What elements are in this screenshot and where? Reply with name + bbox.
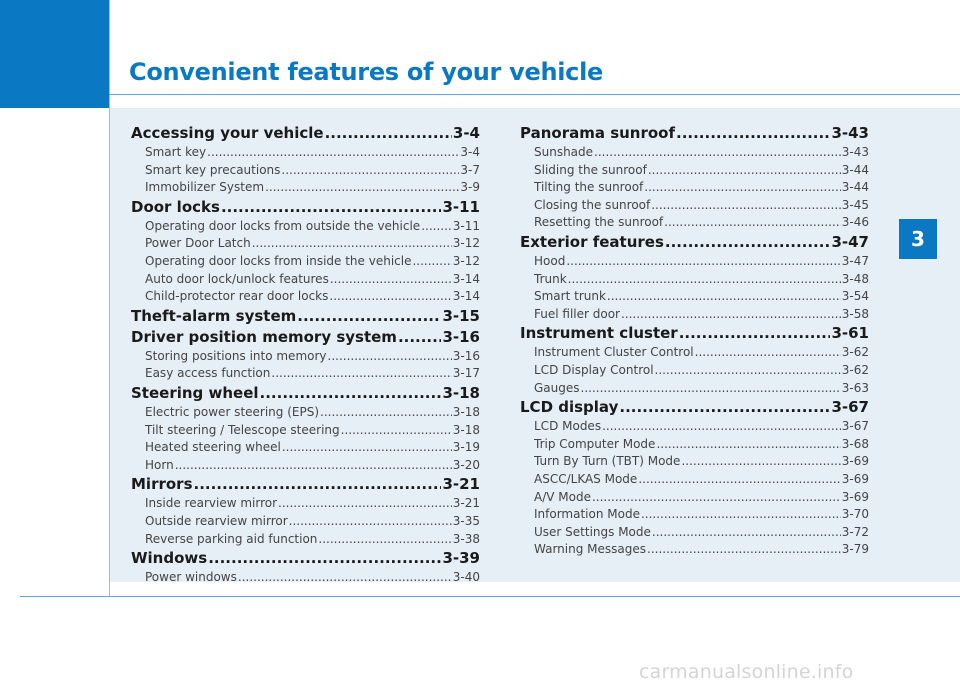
dot-leader (644, 180, 841, 194)
toc-entry-label: Operating door locks from inside the vehicle (145, 253, 412, 268)
dot-leader (278, 496, 452, 510)
toc-entry-page-number: 3-62 (841, 345, 869, 360)
toc-section[interactable] (131, 549, 480, 570)
toc-section-label: Theft-alarm system (131, 306, 297, 325)
dot-leader (607, 289, 841, 303)
toc-entry-page-number: 3-16 (452, 348, 480, 363)
toc-section-page-number: 3-15 (442, 306, 480, 325)
toc-entry[interactable] (131, 180, 480, 198)
toc-entry-page-number: 3-14 (452, 289, 480, 304)
toc-entry-page-number: 3-46 (841, 215, 869, 230)
toc-entry-label: Information Mode (534, 507, 640, 522)
toc-section[interactable] (131, 307, 480, 328)
toc-entry-page-number: 3-79 (841, 542, 869, 557)
toc-section[interactable] (520, 124, 869, 145)
toc-entry-page-number: 3-48 (841, 271, 869, 286)
toc-section-label: Steering wheel (131, 383, 259, 402)
toc-entry-page-number: 3-12 (452, 253, 480, 268)
toc-entry-page-number: 3-43 (841, 145, 869, 159)
toc-entry[interactable] (131, 219, 480, 237)
toc-entry-label: Hood (534, 253, 566, 268)
toc-entry-label: Operating door locks from outside the vehicle (145, 218, 421, 233)
dot-leader (652, 525, 841, 539)
toc-entry-page-number: 3-9 (460, 180, 480, 195)
toc-column-left (131, 124, 480, 588)
dot-leader (325, 124, 452, 142)
dot-leader (175, 458, 452, 472)
toc-entry[interactable] (520, 254, 869, 272)
toc-entry-label: Resetting the sunroof (534, 215, 664, 230)
toc-entry[interactable] (520, 180, 869, 198)
toc-entry-page-number: 3-17 (452, 366, 480, 381)
toc-entry[interactable] (520, 525, 869, 543)
toc-entry-page-number: 3-21 (452, 496, 480, 511)
dot-leader (281, 163, 459, 177)
toc-entry[interactable] (520, 215, 869, 233)
toc-entry[interactable] (520, 163, 869, 181)
toc-entry-label: Closing the sunroof (534, 197, 651, 212)
toc-entry[interactable] (520, 437, 869, 455)
toc-entry-label: LCD Display Control (534, 362, 654, 377)
toc-entry[interactable] (520, 507, 869, 525)
toc-section-page-number: 3-39 (442, 549, 480, 568)
toc-entry[interactable] (131, 496, 480, 514)
dot-leader (289, 514, 452, 528)
toc-entry[interactable] (520, 454, 869, 472)
dot-leader (328, 349, 452, 363)
toc-entry[interactable] (131, 514, 480, 532)
toc-entry-page-number: 3-18 (452, 404, 480, 419)
dot-leader (238, 570, 452, 584)
toc-entry-label: Sunshade (534, 145, 594, 159)
toc-entry-label: Reverse parking aid function (145, 531, 318, 546)
dot-leader (318, 532, 451, 546)
toc-entry-label: Immobilizer System (145, 180, 265, 195)
dot-leader (221, 198, 442, 216)
toc-entry-page-number: 3-69 (841, 454, 869, 469)
dot-leader (638, 472, 840, 486)
dot-leader (581, 381, 841, 395)
toc-entry-label: Power windows (145, 570, 237, 585)
toc-entry-label: Child-protector rear door locks (145, 289, 329, 304)
toc-entry[interactable] (520, 490, 869, 508)
dot-leader (265, 180, 459, 194)
toc-section[interactable] (131, 384, 480, 405)
toc-entry-page-number: 3-63 (841, 380, 869, 395)
toc-entry[interactable] (520, 289, 869, 307)
toc-entry-label: User Settings Mode (534, 524, 651, 539)
dot-leader (421, 219, 452, 233)
toc-entry[interactable] (131, 145, 480, 163)
dot-leader (602, 419, 841, 433)
toc-section-label: Mirrors (131, 475, 193, 494)
toc-section-label: Accessing your vehicle (131, 124, 324, 142)
dot-leader (651, 198, 841, 212)
chapter-tab[interactable]: 3 (899, 219, 937, 259)
toc-entry-page-number: 3-72 (841, 524, 869, 539)
toc-section-label: Instrument cluster (520, 324, 678, 343)
toc-entry-label: Electric power steering (EPS) (145, 404, 320, 419)
toc-entry-label: Storing positions into memory (145, 348, 327, 363)
dot-leader (695, 345, 841, 359)
toc-entry[interactable] (131, 163, 480, 181)
dot-leader (664, 215, 841, 229)
dot-leader (594, 145, 841, 159)
toc-entry-label: Smart trunk (534, 289, 606, 304)
toc-entry-label: LCD Modes (534, 419, 602, 434)
toc-entry-page-number: 3-11 (452, 218, 480, 233)
dot-leader (252, 236, 452, 250)
toc-entry-page-number: 3-67 (841, 419, 869, 434)
toc-section[interactable] (131, 328, 480, 349)
toc-section[interactable] (520, 398, 869, 419)
toc-entry-page-number: 3-20 (452, 457, 480, 472)
toc-entry[interactable] (131, 440, 480, 458)
toc-entry-label: ASCC/LKAS Mode (534, 471, 638, 486)
toc-entry-page-number: 3-4 (460, 145, 480, 159)
toc-entry[interactable] (131, 405, 480, 423)
toc-entry-label: Smart key precautions (145, 162, 281, 177)
toc-entry-label: Tilting the sunroof (534, 180, 644, 195)
dot-leader (655, 363, 841, 377)
dot-leader (194, 475, 442, 493)
dot-leader (412, 254, 451, 268)
toc-entry-page-number: 3-19 (452, 440, 480, 455)
toc-entry-page-number: 3-40 (452, 570, 480, 585)
toc-entry-label: Turn By Turn (TBT) Mode (534, 454, 681, 469)
toc-section-page-number: 3-67 (831, 398, 869, 417)
toc-entry-page-number: 3-14 (452, 271, 480, 286)
toc-entry[interactable] (520, 198, 869, 216)
toc-section-page-number: 3-16 (442, 327, 480, 346)
toc-section-label: Panorama sunroof (520, 124, 676, 142)
toc-entry[interactable] (131, 366, 480, 384)
toc-entry[interactable] (520, 272, 869, 290)
toc-section-page-number: 3-43 (831, 124, 869, 142)
dot-leader (330, 272, 452, 286)
toc-entry-label: Horn (145, 457, 174, 472)
toc-entry-page-number: 3-68 (841, 436, 869, 451)
dot-leader (676, 124, 830, 142)
toc-entry-label: Inside rearview mirror (145, 496, 278, 511)
dot-leader (207, 145, 459, 159)
toc-column-right (520, 124, 869, 560)
toc-section-page-number: 3-61 (831, 324, 869, 343)
toc-section[interactable] (131, 124, 480, 145)
dot-leader (621, 307, 841, 321)
toc-section-label: Exterior features (520, 232, 664, 251)
toc-section[interactable] (520, 233, 869, 254)
dot-leader (679, 324, 831, 342)
toc-entry-label: Power Door Latch (145, 236, 251, 251)
toc-entry[interactable] (131, 423, 480, 441)
toc-entry-label: A/V Mode (534, 489, 591, 504)
toc-section[interactable] (131, 198, 480, 219)
toc-entry[interactable] (520, 363, 869, 381)
toc-section-label: LCD display (520, 398, 619, 417)
toc-entry-label: Trunk (534, 271, 567, 286)
toc-entry[interactable] (131, 458, 480, 476)
dot-leader (681, 454, 840, 468)
toc-entry[interactable] (131, 289, 480, 307)
toc-entry-page-number: 3-69 (841, 471, 869, 486)
toc-section-label: Driver position memory system (131, 327, 397, 346)
dot-leader (665, 233, 831, 251)
dot-leader (282, 440, 452, 454)
dot-leader (647, 542, 841, 556)
toc-section-page-number: 3-18 (442, 383, 480, 402)
dot-leader (398, 328, 442, 346)
toc-section-page-number: 3-47 (831, 232, 869, 251)
toc-entry-page-number: 3-35 (452, 513, 480, 528)
toc-entry[interactable] (520, 307, 869, 325)
watermark: carmanualsonline.info (639, 661, 854, 683)
dot-leader (341, 423, 452, 437)
toc-section-page-number: 3-21 (442, 475, 480, 494)
toc-entry[interactable] (131, 570, 480, 588)
toc-entry[interactable] (131, 272, 480, 290)
page-title: Convenient features of your vehicle (129, 58, 604, 86)
toc-entry-page-number: 3-70 (841, 507, 869, 522)
toc-entry[interactable] (520, 381, 869, 399)
toc-entry-page-number: 3-58 (841, 306, 869, 321)
toc-entry-label: Auto door lock/unlock features (145, 271, 329, 286)
title-underline (109, 94, 960, 95)
toc-entry-page-number: 3-38 (452, 531, 480, 546)
toc-entry-page-number: 3-44 (841, 180, 869, 195)
toc-entry-label: Trip Computer Mode (534, 436, 656, 451)
toc-entry[interactable] (131, 349, 480, 367)
dot-leader (208, 549, 441, 567)
toc-entry-page-number: 3-7 (460, 162, 480, 177)
dot-leader (566, 254, 840, 268)
toc-entry-label: Smart key (145, 145, 207, 159)
toc-entry-page-number: 3-62 (841, 362, 869, 377)
toc-entry[interactable] (520, 542, 869, 560)
toc-section[interactable] (520, 324, 869, 345)
dot-leader (297, 307, 441, 325)
toc-entry-page-number: 3-54 (841, 289, 869, 304)
toc-entry-page-number: 3-47 (841, 253, 869, 268)
toc-entry-label: Heated steering wheel (145, 440, 281, 455)
toc-entry-label: Outside rearview mirror (145, 513, 288, 528)
toc-entry[interactable] (131, 532, 480, 550)
toc-entry-page-number: 3-18 (452, 422, 480, 437)
dot-leader (568, 272, 841, 286)
toc-entry[interactable] (520, 419, 869, 437)
toc-entry[interactable] (520, 345, 869, 363)
dot-leader (619, 398, 830, 416)
toc-entry-label: Fuel filler door (534, 306, 620, 321)
toc-entry[interactable] (131, 254, 480, 272)
toc-section-label: Door locks (131, 197, 220, 216)
dot-leader (648, 163, 841, 177)
dot-leader (271, 366, 451, 380)
dot-leader (592, 490, 841, 504)
toc-entry-page-number: 3-12 (452, 236, 480, 251)
toc-section-label: Windows (131, 549, 208, 568)
toc-entry-label: Easy access function (145, 366, 271, 381)
toc-entry-label: Sliding the sunroof (534, 162, 647, 177)
toc-entry-label: Warning Messages (534, 542, 646, 557)
toc-entry-page-number: 3-69 (841, 489, 869, 504)
dot-leader (260, 384, 442, 402)
toc-entry-page-number: 3-45 (841, 197, 869, 212)
toc-entry[interactable] (131, 236, 480, 254)
toc-entry[interactable] (520, 145, 869, 163)
dot-leader (656, 437, 840, 451)
toc-entry[interactable] (520, 472, 869, 490)
toc-entry-label: Instrument Cluster Control (534, 345, 694, 360)
header-color-block (0, 0, 109, 108)
dot-leader (329, 289, 451, 303)
toc-section[interactable] (131, 475, 480, 496)
toc-entry-page-number: 3-44 (841, 162, 869, 177)
dot-leader (641, 507, 841, 521)
footer-rule (20, 596, 960, 597)
toc-entry-label: Tilt steering / Telescope steering (145, 422, 340, 437)
toc-entry-label: Gauges (534, 380, 580, 395)
dot-leader (320, 405, 452, 419)
toc-section-page-number: 3-11 (442, 197, 480, 216)
toc-section-page-number: 3-4 (452, 124, 480, 142)
